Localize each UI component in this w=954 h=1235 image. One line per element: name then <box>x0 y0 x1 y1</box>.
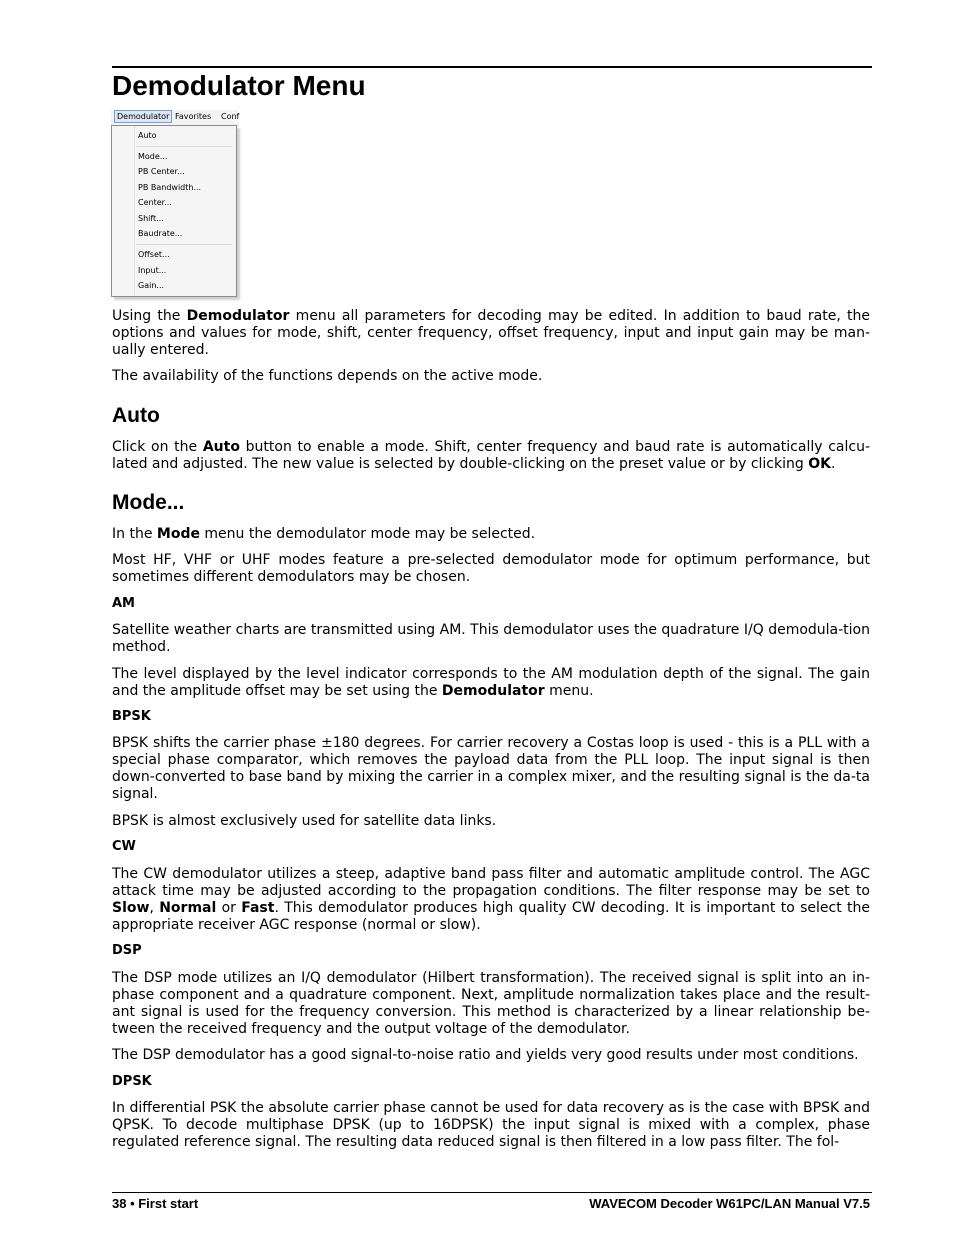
heading-dpsk: DPSK <box>112 1074 152 1089</box>
mode-paragraph-1: In the Mode menu the demodulator mode may be selected. <box>112 526 536 542</box>
menu-separator <box>136 146 232 147</box>
menu-item-auto: Auto <box>138 131 157 140</box>
menu-item-input: Input... <box>138 266 167 275</box>
heading-dsp: DSP <box>112 943 142 958</box>
page-title: Demodulator Menu <box>112 70 366 101</box>
heading-cw: CW <box>112 839 136 854</box>
footer-manual-title: WAVECOM Decoder W61PC/LAN Manual V7.5 <box>589 1196 870 1211</box>
am-paragraph-2: The level displayed by the level indicator corresponds to the AM modulation depth of the signal. The gain and the amplitude offset may be set using the Demodulator menu. <box>112 666 870 699</box>
menu-bar-conf: Conf <box>221 112 240 121</box>
menu-item-shift: Shift... <box>138 214 164 223</box>
menu-item-pb-center: PB Center... <box>138 167 185 176</box>
bpsk-paragraph-2: BPSK is almost exclusively used for satellite data links. <box>112 813 497 829</box>
footer-page-section: 38 • First start <box>112 1196 199 1211</box>
am-paragraph-1: Satellite weather charts are transmitted using AM. This demodulator uses the quadrature I/Q demodula-tion method. <box>112 622 870 655</box>
auto-paragraph: Click on the Auto button to enable a mode. Shift, center frequency and baud rate is automatically calcu-lated and adjusted. The new value is selected by double-clicking on the preset value or by clicking OK. <box>112 439 870 472</box>
cw-paragraph: The CW demodulator utilizes a steep, adaptive band pass filter and automatic amplitude control. The AGC attack time may be adjusted according to the propagation conditions. The filter response may be set to Slow, Normal or Fast. This demodulator produces high quality CW decoding. It is important to select the appropriate receiver AGC response (normal or slow). <box>112 866 870 933</box>
bpsk-paragraph-1: BPSK shifts the carrier phase ±180 degrees. For carrier recovery a Costas loop is used - this is a PLL with a special phase comparator, which removes the payload data from the PLL loop. The input signal is then down-converted to base band by mixing the carrier in a complex mixer, and the resulting signal is the da-ta signal. <box>112 735 870 802</box>
menu-gutter <box>134 126 135 296</box>
menu-item-gain: Gain... <box>138 281 165 290</box>
menu-item-mode: Mode... <box>138 152 168 161</box>
heading-am: AM <box>112 596 135 611</box>
menu-separator <box>136 244 232 245</box>
menu-item-pb-bandwidth: PB Bandwidth... <box>138 183 202 192</box>
menu-item-baudrate: Baudrate... <box>138 229 183 238</box>
menu-dropdown <box>111 125 237 297</box>
demodulator-menu-screenshot <box>111 110 239 298</box>
heading-bpsk: BPSK <box>112 709 151 724</box>
heading-auto: Auto <box>112 404 160 427</box>
dpsk-paragraph: In differential PSK the absolute carrier phase cannot be used for data recovery as is the case with BPSK and QPSK. To decode multiphase DPSK (up to 16DPSK) the input signal is mixed with a complex, phase regulated reference signal. The resulting data reduced signal is then filtered in a low pass filter. The fol- <box>112 1100 870 1150</box>
menu-item-offset: Offset... <box>138 250 170 259</box>
menu-bar-demodulator: Demodulator <box>114 110 172 123</box>
mode-paragraph-2: Most HF, VHF or UHF modes feature a pre-selected demodulator mode for optimum performance, but sometimes different demodulators may be chosen. <box>112 552 870 585</box>
menu-bar <box>111 110 239 126</box>
dsp-paragraph-1: The DSP mode utilizes an I/Q demodulator (Hilbert transformation). The received signal is split into an in-phase component and a quadrature component. Next, amplitude normalization takes place and the result-ant signal is used for the frequency conversion. This method is characterized by a linear relationship be-tween the received frequency and the output voltage of the demodulator. <box>112 970 870 1037</box>
intro-paragraph-1: Using the Demodulator menu all parameters for decoding may be edited. In addition to baud rate, the options and values for mode, shift, center frequency, offset frequency, input and input gain may be man-ually entered. <box>112 308 870 358</box>
menu-item-center: Center... <box>138 198 172 207</box>
menu-bar-favorites: Favorites <box>175 112 212 121</box>
heading-mode: Mode... <box>112 491 185 514</box>
bottom-rule <box>112 1192 872 1193</box>
intro-paragraph-2: The availability of the functions depends on the active mode. <box>112 368 543 384</box>
dsp-paragraph-2: The DSP demodulator has a good signal-to-noise ratio and yields very good results under most conditions. <box>112 1047 859 1063</box>
